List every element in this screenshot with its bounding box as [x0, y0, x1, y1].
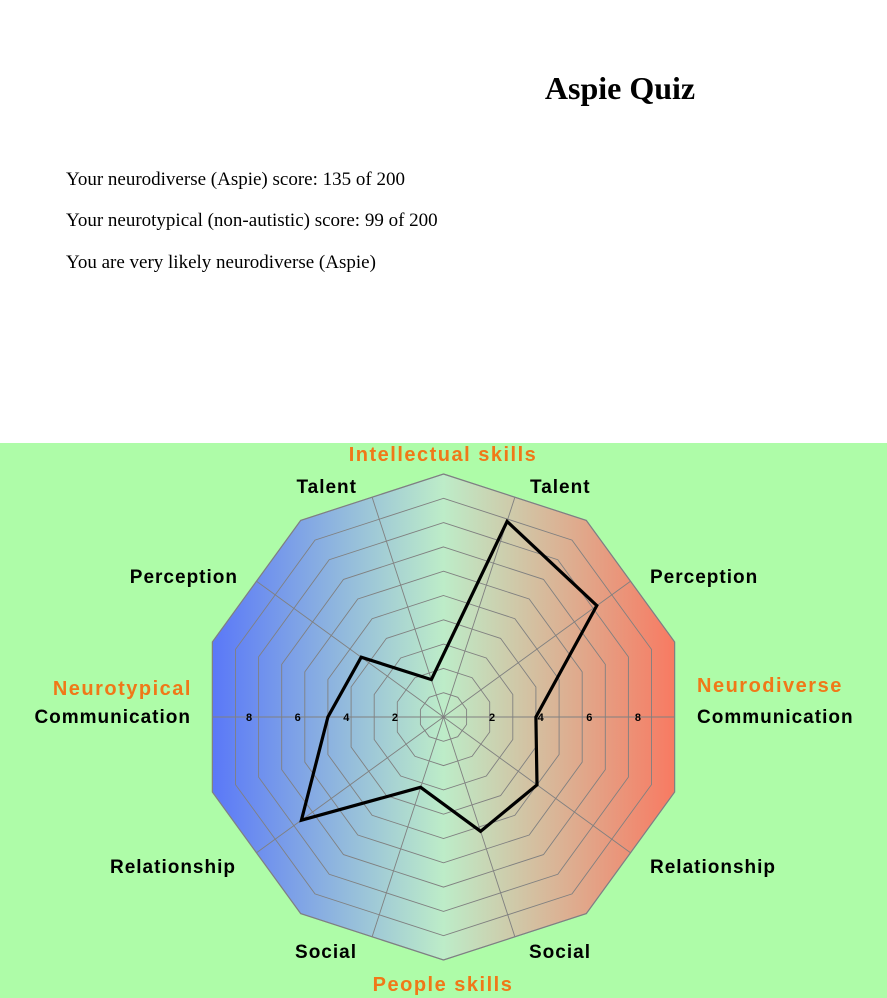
tick-label: 4	[343, 712, 350, 724]
radar-chart-panel	[0, 443, 887, 998]
axis-label-perception: Perception	[650, 567, 759, 588]
radar-chart	[0, 443, 887, 998]
axis-label-communication: Communication	[697, 707, 854, 728]
nt-score-text: Your neurotypical (non-autistic) score: 99 of 200	[66, 210, 438, 231]
tick-label: 4	[537, 712, 544, 724]
axis-label-relationship: Relationship	[650, 857, 777, 878]
axis-label-perception: Perception	[129, 567, 238, 588]
axis-label-social: Social	[295, 942, 357, 963]
section-label-left: Neurotypical	[52, 678, 192, 700]
page-title: Aspie Quiz	[544, 70, 696, 106]
tick-label: 6	[586, 712, 593, 724]
section-label-top: Intellectual skills	[348, 444, 538, 466]
tick-label: 6	[294, 712, 301, 724]
verdict-text: You are very likely neurodiverse (Aspie)	[66, 252, 376, 273]
tick-label: 2	[489, 712, 496, 724]
tick-label: 2	[391, 712, 398, 724]
tick-label: 8	[634, 712, 641, 724]
axis-label-talent: Talent	[296, 477, 357, 498]
axis-label-talent: Talent	[530, 477, 591, 498]
axis-label-communication: Communication	[34, 707, 191, 728]
section-label-bottom: People skills	[372, 974, 514, 996]
axis-label-social: Social	[529, 942, 591, 963]
aspie-score-text: Your neurodiverse (Aspie) score: 135 of 200	[66, 169, 405, 190]
axis-label-relationship: Relationship	[109, 857, 236, 878]
tick-label: 8	[246, 712, 253, 724]
section-label-right: Neurodiverse	[697, 675, 843, 697]
